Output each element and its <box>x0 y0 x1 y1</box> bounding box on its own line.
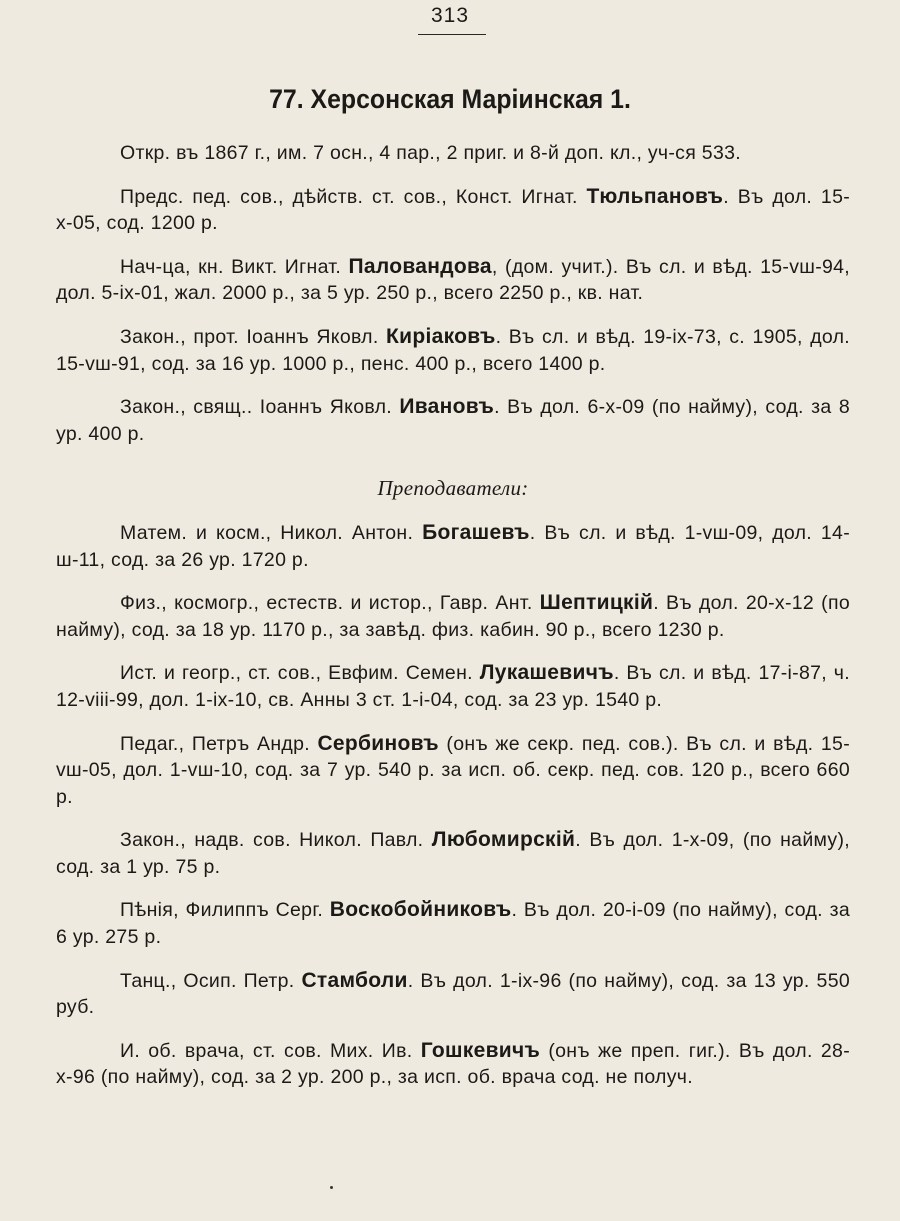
teachers-heading: Преподаватели: <box>377 476 529 501</box>
staff-list <box>56 184 850 448</box>
entry-surname: Лукашевичъ <box>479 661 614 685</box>
entry-prefix: И. об. врача, ст. сов. Мих. Ив. <box>120 1039 421 1062</box>
entry-details: . Въ дол. 15-х-05, сод. 1200 р. <box>56 185 851 235</box>
entry-prefix: Танц., Осип. Петр. <box>120 969 302 992</box>
teacher-entry <box>56 897 850 950</box>
page-number: 313 <box>430 4 470 27</box>
teacher-entry <box>56 520 850 573</box>
teacher-entry <box>56 731 850 811</box>
school-title: 77. Херсонская Маріинская 1. <box>269 84 631 114</box>
entry-surname: Паловандова <box>348 254 492 278</box>
entry-details: . Въ сл. и вѣд. 17-і-87, ч. 12-vііі-99, дол. 1-іх-10, св. Анны 3 ст. 1-і-04, сод. за 23 ур. 1540 р. <box>56 662 850 711</box>
entry-prefix: Физ., космогр., естеств. и истор., Гавр. Ант. <box>120 592 540 615</box>
entry-prefix: Матем. и косм., Никол. Антон. <box>120 521 423 544</box>
entry-details: (онъ же секр. пед. сов.). Въ сл. и вѣд. 15-vш-05, дол. 1-vш-10, сод. за 7 ур. 540 р. за исп. об. секр. пед. сов. 120 р., всего 660 р. <box>56 732 850 808</box>
entry-prefix: Закон., надв. сов. Никол. Павл. <box>120 829 432 852</box>
entry-surname: Киріаковъ <box>386 324 496 348</box>
entry-prefix: Предс. пед. сов., дѣйств. ст. сов., Конст. Игнат. <box>120 185 587 208</box>
teacher-entry <box>56 968 850 1021</box>
entry-prefix: Закон., свящ.. Іоаннъ Яковл. <box>120 396 400 419</box>
entry-details: . Въ сл. и вѣд. 1-vш-09, дол. 14-ш-11, сод. за 26 ур. 1720 р. <box>56 521 850 571</box>
staff-entry <box>56 254 850 307</box>
entry-surname: Тюльпановъ <box>586 184 724 208</box>
teacher-entry <box>56 590 850 643</box>
header-rule <box>418 34 486 35</box>
staff-entry <box>56 394 850 447</box>
intro-paragraph: Откр. въ 1867 г., им. 7 осн., 4 пар., 2 приг. и 8-й доп. кл., уч-ся 533. <box>120 142 741 164</box>
teachers-list <box>56 520 850 1091</box>
staff-entry <box>56 184 850 237</box>
entry-surname: Ивановъ <box>399 395 495 419</box>
entry-surname: Богашевъ <box>422 520 530 544</box>
entry-details: . Въ дол. 20-і-09 (по найму), сод. за 6 ур. 275 р. <box>56 899 850 949</box>
print-speck <box>330 1186 333 1189</box>
entry-prefix: Нач-ца, кн. Викт. Игнат. <box>120 255 349 278</box>
teacher-entry <box>56 1038 850 1091</box>
entry-surname: Воскобойниковъ <box>329 898 512 922</box>
entry-details: . Въ дол. 20-х-12 (по найму), сод. за 18 ур. 1170 р., за завѣд. физ. кабин. 90 р., всего 1230 р. <box>56 592 850 641</box>
teacher-entry <box>56 827 850 880</box>
entry-surname: Стамболи <box>301 968 408 992</box>
entry-prefix: Пѣнія, Филиппъ Серг. <box>120 899 330 922</box>
staff-entry <box>56 324 850 377</box>
body-text <box>56 140 850 1108</box>
entry-prefix: Ист. и геогр., ст. сов., Евфим. Семен. <box>120 662 480 685</box>
entry-surname: Сербиновъ <box>317 731 439 755</box>
entry-details: . Въ дол. 1-х-09, (по найму), сод. за 1 ур. 75 р. <box>56 829 850 878</box>
entry-details: . Въ сл. и вѣд. 19-іх-73, с. 1905, дол. 15-vш-91, сод. за 16 ур. 1000 р., пенс. 400 р., всего 1400 р. <box>56 325 850 375</box>
entry-prefix: Педаг., Петръ Андр. <box>120 732 318 755</box>
entry-surname: Любомирскій <box>431 828 576 852</box>
entry-surname: Шептицкій <box>539 591 654 615</box>
entry-details: . Въ дол. 1-іх-96 (по найму), сод. за 13 ур. 550 руб. <box>56 969 850 1019</box>
entry-surname: Гошкевичъ <box>420 1038 541 1062</box>
teacher-entry <box>56 660 850 713</box>
entry-details: (онъ же преп. гиг.). Въ дол. 28-х-96 (по найму), сод. за 2 ур. 200 р., за исп. об. врача сод. не получ. <box>56 1039 850 1089</box>
entry-details: , (дом. учит.). Въ сл. и вѣд. 15-vш-94, дол. 5-іх-01, жал. 2000 р., за 5 ур. 250 р., всего 2250 р., кв. нат. <box>56 255 850 305</box>
entry-prefix: Закон., прот. Іоаннъ Яковл. <box>120 325 387 348</box>
entry-details: . Въ дол. 6-х-09 (по найму), сод. за 8 ур. 400 р. <box>56 396 851 445</box>
